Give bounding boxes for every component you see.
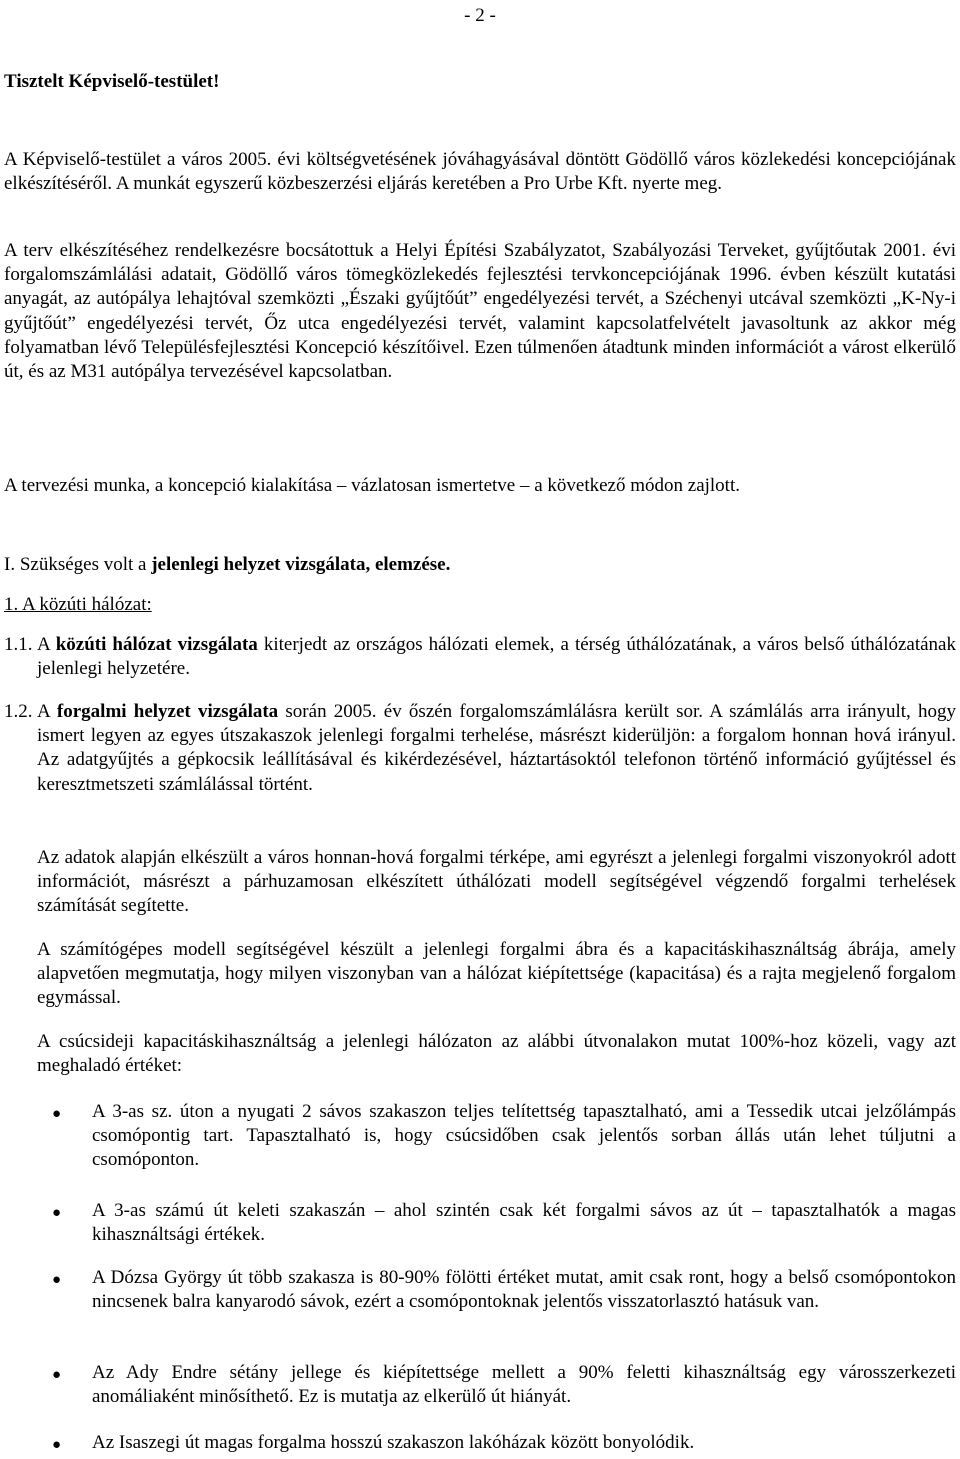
paragraph-szamitogepes-modell: A számítógépes modell segítségével készült a jelenlegi forgalmi ábra és a kapacitáskihasználtság ábrája, amely alapvetően megmutatja, hogy milyen viszonyban van a hálózat kiépítettsége (kapacitása) és a rajta megjelenő forgalom egymással. [37, 939, 956, 1009]
bullet-item: A Dózsa György út több szakasza is 80-90% fölötti értéket mutat, amit csak ront, hogy a belső csomópontokon nincsenek balra kanyarodó sávok, ezért a csomópontoknak jelentős visszatorlasztó hatásuk van. [92, 1267, 956, 1313]
bullet-item: Az Ady Endre sétány jellege és kiépítettsége mellett a 90% feletti kihasználtság egy városszerkezeti anomáliaként minősíthető. Ez is mutatja az elkerülő út hiányát. [92, 1362, 956, 1408]
bullet-icon: ● [52, 1272, 62, 1288]
intro-paragraph-2: A terv elkészítéséhez rendelkezésre bocsátottuk a Helyi Építési Szabályzatot, Szabályozási Terveket, gyűjtőutak 2001. évi forgalomszámlálási adatait, Gödöllő város tömegközlekedés fejlesztési tervkoncepciójának 1996. évben készült kutatási anyagát, az autópálya lehajtóval szemközti „Északi gyűjtőút” engedélyezési tervét, a Széchenyi utcával szemközti „K-Ny-i gyűjtőút” engedélyezési tervét, Őz utca engedélyezési tervét, valamint kapcsolatfelvételt javasoltunk az akkor még folyamatban lévő Településfejlesztési Koncepció készítőivel. Ezen túlmenően átadtunk minden információt a várost elkerülő út, és az M31 autópálya tervezésével kapcsolatban. [4, 240, 956, 383]
paragraph-csucsidejei: A csúcsideji kapacitáskihasználtság a jelenlegi hálózaton az alábbi útvonalakon mutat 100%-hoz közeli, vagy azt meghaladó értéket: [37, 1031, 956, 1077]
page-number: - 2 - [464, 5, 496, 26]
bullet-icon: ● [52, 1205, 62, 1221]
bullet-icon: ● [52, 1106, 62, 1122]
item-1-1-text: A közúti hálózat vizsgálata kiterjedt az országos hálózati elemek, a térség úthálózatának, a város belső úthálózatának jelenlegi helyzetére. [37, 634, 956, 680]
subsection-heading-1: 1. A közúti hálózat: [4, 594, 152, 615]
intro-paragraph-3: A tervezési munka, a koncepció kialakítása – vázlatosan ismertetve – a következő módon zajlott. [4, 475, 740, 496]
item-1-1-number: 1.1. [4, 634, 33, 655]
salutation: Tisztelt Képviselő-testület! [4, 71, 220, 92]
bullet-icon: ● [52, 1367, 62, 1383]
section-heading-1: I. Szükséges volt a jelenlegi helyzet vizsgálata, elemzése. [4, 554, 451, 575]
paragraph-forgalmi-terkep: Az adatok alapján elkészült a város honnan-hová forgalmi térképe, ami egyrészt a jelenlegi forgalmi viszonyokról adott információt, másrészt a párhuzamosan elkészített úthálózati modell segítségével végzendő forgalmi terhelések számítását segítette. [37, 847, 956, 917]
bullet-item: A 3-as számú út keleti szakaszán – ahol szintén csak két forgalmi sávos az út – tapasztalhatók a magas kihasználtsági értékek. [92, 1200, 956, 1246]
bullet-item: A 3-as sz. úton a nyugati 2 sávos szakaszon teljes telítettség tapasztalható, ami a Tessedik utcai jelzőlámpás csomópontig tart. Tapasztalható is, hogy csúcsidőben csak jelentős sorban állás után lehet túljutni a csomóponton. [92, 1101, 956, 1171]
item-1-2-number: 1.2. [4, 701, 33, 722]
bullet-icon: ● [52, 1437, 62, 1453]
bullet-item: Az Isaszegi út magas forgalma hosszú szakaszon lakóházak között bonyolódik. [92, 1432, 695, 1453]
item-1-2-text: A forgalmi helyzet vizsgálata során 2005. év őszén forgalomszámlálásra került sor. A számlálás arra irányult, hogy ismert legyen az egyes útszakaszok jelenlegi forgalmi terhelése, másrészt kiderüljön: a forgalom honnan hová irányul. Az adatgyűjtés a gépkocsik leállításával és kikérdezésével, háztartásoktól telefonon történő információ gyűjtéssel és keresztmetszeti számlálással történt. [37, 701, 956, 795]
intro-paragraph-1: A Képviselő-testület a város 2005. évi költségvetésének jóváhagyásával döntött Gödöllő város közlekedési koncepciójának elkészítéséről. A munkát egyszerű közbeszerzési eljárás keretében a Pro Urbe Kft. nyerte meg. [4, 149, 956, 195]
